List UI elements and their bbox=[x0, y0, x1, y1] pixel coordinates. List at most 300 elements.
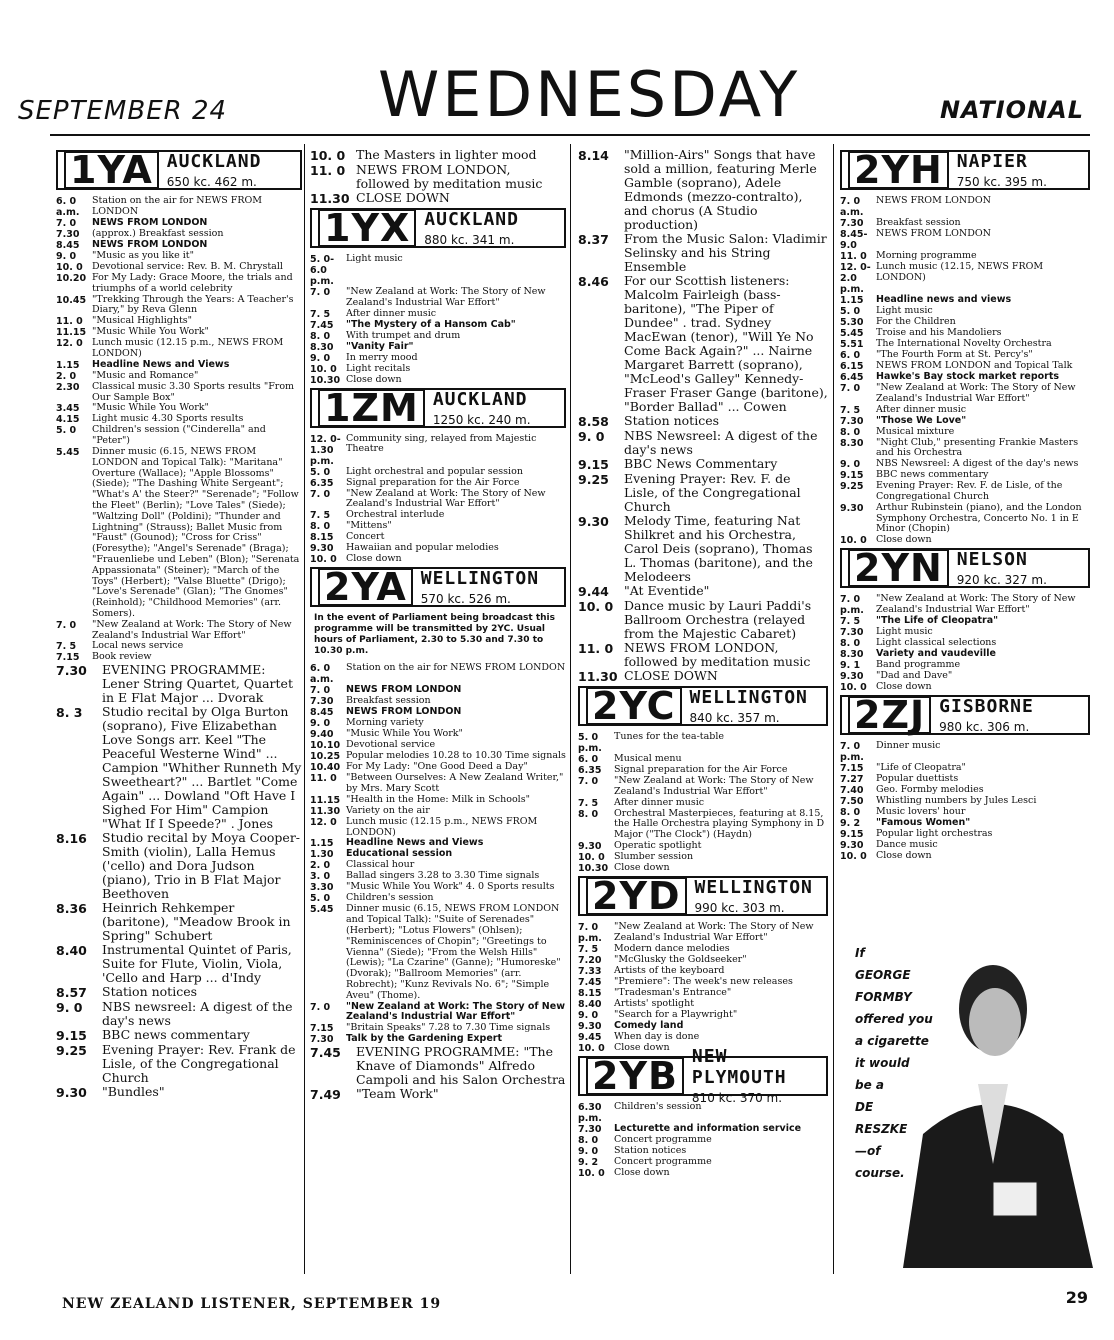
station-name: WELLINGTON bbox=[420, 568, 540, 590]
programme-description: BBC News Commentary bbox=[624, 456, 778, 471]
programme-description: Close down bbox=[876, 534, 932, 546]
cigarette-advertisement bbox=[843, 934, 1093, 1268]
programme-time: 10.45 bbox=[56, 294, 87, 306]
programme-time: 9. 0 bbox=[310, 352, 331, 364]
programme-time: 8.58 bbox=[578, 414, 609, 429]
programme-description: "New Zealand at Work: The Story of New Zealand's Industrial War Effort" bbox=[92, 618, 292, 641]
programme-description: Variety and vaudeville bbox=[876, 648, 996, 660]
programme-time: 9.40 bbox=[310, 729, 334, 741]
station-name: NELSON bbox=[956, 549, 1028, 571]
programme-row bbox=[840, 594, 1090, 616]
programme-time: 11. 0 bbox=[578, 641, 614, 656]
programme-time: 8.37 bbox=[578, 232, 609, 247]
station-info bbox=[957, 151, 1047, 189]
programme-description: Modern dance melodies bbox=[614, 942, 730, 954]
programme-description: Devotional service: Rev. B. M. Chrystall bbox=[92, 261, 283, 272]
programme-time: 7.30 bbox=[840, 415, 864, 427]
programme-description: Variety on the air bbox=[346, 804, 430, 816]
programme-description: Morning variety bbox=[346, 717, 424, 729]
programme-description: Close down bbox=[346, 553, 402, 565]
programme-description: Evening Prayer: Rev. F. de Lisle, of the Congregational Church bbox=[624, 471, 801, 514]
programme-description: Headline News and Views bbox=[92, 358, 230, 370]
programme-description: "Bundles" bbox=[102, 1084, 165, 1100]
programme-time: 7.30 bbox=[578, 1123, 602, 1135]
programme-row bbox=[310, 817, 566, 839]
programme-time: 8. 0 bbox=[310, 330, 331, 342]
programme-description: For My Lady: Grace Moore, the trials and triumphs of a world celebrity bbox=[92, 272, 293, 294]
programme-time: 8. 3 bbox=[56, 705, 83, 721]
programme-time: 9.25 bbox=[56, 1043, 87, 1059]
programme-row bbox=[578, 274, 828, 414]
programme-time: 9. 0 bbox=[578, 429, 605, 444]
station-box bbox=[840, 150, 1090, 190]
programme-description: "Musical Highlights" bbox=[92, 315, 193, 327]
programme-time: 7.33 bbox=[578, 965, 602, 977]
programme-time: 7.45 bbox=[310, 319, 334, 331]
programme-description: Classical hour bbox=[346, 859, 415, 871]
programme-description: NEWS FROM LONDON, followed by meditation music bbox=[624, 640, 811, 669]
programme-description: CLOSE DOWN bbox=[624, 668, 718, 683]
programme-time: 7.30 bbox=[310, 696, 334, 708]
column-4 bbox=[840, 148, 1090, 862]
programme-description: NBS Newsreel: A digest of the day's news bbox=[624, 428, 818, 457]
programme-time: 7. 5 bbox=[310, 308, 331, 320]
programme-time: 5.51 bbox=[840, 339, 864, 350]
programme-description: Children's session bbox=[614, 1100, 702, 1112]
programme-time: 9.15 bbox=[840, 829, 864, 841]
programme-description: "Premiere": The week's new releases bbox=[614, 975, 793, 987]
programme-description: Popular duettists bbox=[876, 773, 959, 785]
programme-row bbox=[310, 375, 566, 386]
station-info bbox=[692, 1046, 820, 1105]
programme-row bbox=[56, 1028, 302, 1043]
programme-description: "Tradesman's Entrance" bbox=[614, 986, 732, 998]
programme-time: 7. 0 bbox=[578, 776, 599, 787]
programme-description: Light classical selections bbox=[876, 637, 997, 649]
programme-time: 10. 0 bbox=[310, 554, 337, 566]
programme-description: For the Children bbox=[876, 316, 956, 327]
station-frequency: 880 kc. 341 m. bbox=[424, 233, 515, 247]
station-info bbox=[421, 568, 539, 606]
programme-description: Band programme bbox=[876, 659, 961, 671]
programme-description: Popular light orchestras bbox=[876, 828, 993, 840]
page-number: 29 bbox=[1065, 1288, 1088, 1307]
programme-time: 8. 0 bbox=[578, 1134, 599, 1146]
programme-description: "Vanity Fair" bbox=[346, 340, 414, 352]
programme-row bbox=[840, 503, 1090, 535]
programme-description: In merry mood bbox=[346, 351, 418, 363]
programme-description: NBS newsreel: A digest of the day's news bbox=[102, 999, 293, 1029]
programme-time: 9. 0 bbox=[56, 251, 77, 262]
programme-time: 8.30 bbox=[310, 341, 334, 353]
programme-description: Light music bbox=[346, 253, 403, 264]
programme-time: 7.30 bbox=[840, 627, 864, 639]
programme-time: 7. 5 bbox=[56, 641, 77, 653]
programme-description: Popular melodies 10.28 to 10.30 Time signals bbox=[346, 750, 566, 762]
programme-time: 9. 0 bbox=[840, 459, 861, 471]
programme-description: Studio recital by Moya Cooper-Smith (violin), Lalla Hemus ('cello) and Dora Judson (piano), Trio in B Flat Major Beethoven bbox=[102, 830, 301, 902]
programme-time: 10.20 bbox=[56, 273, 87, 284]
programme-description: Troise and his Mandoliers bbox=[876, 327, 1002, 338]
station-info bbox=[695, 877, 813, 915]
programme-time: 8.45-9.0 bbox=[840, 229, 868, 251]
programme-row bbox=[56, 1085, 302, 1100]
programme-time: 7. 5 bbox=[840, 404, 861, 416]
programme-time: 7.30 bbox=[310, 1034, 334, 1046]
programme-row bbox=[840, 535, 1090, 546]
programme-time: 7. 0 bbox=[310, 287, 331, 298]
programme-time: 6.35 bbox=[310, 477, 334, 489]
programme-time: 1.15 bbox=[310, 838, 334, 850]
programme-description: Concert programme bbox=[614, 1133, 712, 1145]
programme-row bbox=[578, 669, 828, 684]
programme-row bbox=[310, 773, 566, 795]
programme-description: Light orchestral and popular session bbox=[346, 465, 523, 477]
programme-description: Musical mixture bbox=[876, 425, 955, 437]
programme-description: Close down bbox=[614, 1166, 670, 1178]
programme-description: Concert bbox=[346, 531, 385, 543]
station-box bbox=[310, 565, 566, 610]
programme-description: Concert programme bbox=[614, 1155, 712, 1167]
programme-row bbox=[840, 405, 1090, 416]
programme-description: Dance music bbox=[876, 839, 938, 851]
programme-time: 8.16 bbox=[56, 831, 87, 847]
programme-time: 8.45 bbox=[310, 707, 334, 719]
ad-text bbox=[855, 942, 933, 1184]
programme-description: After dinner music bbox=[346, 307, 437, 319]
programme-description: Book review bbox=[92, 651, 152, 663]
ad-line: course. bbox=[855, 1166, 905, 1180]
programme-time: 9.44 bbox=[578, 584, 609, 599]
station-callsign: 2YB bbox=[586, 1057, 684, 1095]
station-info bbox=[957, 549, 1047, 587]
programme-description: "Music While You Work" bbox=[346, 728, 463, 740]
programme-description: Breakfast session bbox=[346, 695, 431, 707]
station-box bbox=[578, 686, 828, 726]
station-callsign: 2ZJ bbox=[848, 696, 931, 734]
station-info bbox=[433, 389, 531, 427]
programme-description: "Health in the Home: Milk in Schools" bbox=[346, 793, 530, 805]
programme-time: 10. 0 bbox=[578, 1167, 605, 1179]
programme-time: 7.15 bbox=[310, 1023, 334, 1035]
programme-time: 5.45 bbox=[840, 328, 864, 339]
programme-description: "Search for a Playwright" bbox=[614, 1008, 738, 1020]
programme-description: Music lovers' hour bbox=[876, 806, 966, 818]
station-frequency: 980 kc. 306 m. bbox=[939, 720, 1030, 735]
programme-description: Morning programme bbox=[876, 250, 977, 261]
programme-row bbox=[56, 1043, 302, 1085]
programme-time: 10. 0 bbox=[840, 682, 867, 694]
programme-description: "Music While You Work" 4. 0 Sports results bbox=[346, 881, 555, 893]
programme-time: 9.30 bbox=[56, 1085, 87, 1101]
programme-time: 9.30 bbox=[578, 1020, 602, 1032]
programme-time: 5. 0-6.0 p.m. bbox=[310, 254, 335, 287]
programme-time: 7.15 bbox=[840, 763, 864, 775]
programme-time: 9.15 bbox=[578, 457, 609, 472]
programme-time: 8. 0 bbox=[578, 808, 599, 820]
programme-row bbox=[310, 1087, 566, 1102]
programme-description: Headline news and views bbox=[876, 294, 1012, 305]
programme-time: 8.57 bbox=[56, 985, 87, 1001]
programme-time: 5. 0 bbox=[310, 893, 331, 905]
network-heading: NATIONAL bbox=[939, 96, 1084, 124]
programme-description: NEWS FROM LONDON and Topical Talk bbox=[876, 360, 1073, 371]
station-callsign: 2YH bbox=[848, 151, 949, 189]
programme-row bbox=[56, 663, 302, 705]
programme-time: 11.30 bbox=[310, 805, 341, 817]
programme-description: Heinrich Rehkemper (baritone), "Meadow Brook in Spring" Schubert bbox=[102, 900, 291, 944]
programme-row bbox=[56, 943, 302, 985]
programme-time: 7.30 bbox=[56, 663, 87, 679]
ad-line: offered you bbox=[855, 1012, 933, 1026]
station-frequency: 750 kc. 395 m. bbox=[956, 175, 1047, 189]
programme-time: 7.50 bbox=[840, 796, 864, 808]
programme-time: 5.45 bbox=[56, 446, 80, 458]
programme-time: 5. 0 bbox=[310, 466, 331, 478]
ad-line: DE bbox=[855, 1100, 874, 1114]
programme-time: 7.45 bbox=[578, 976, 602, 988]
programme-time: 9.30 bbox=[578, 514, 609, 529]
programme-time: 11.15 bbox=[310, 794, 341, 806]
programme-time: 9.30 bbox=[840, 502, 864, 514]
station-frequency: 570 kc. 526 m. bbox=[420, 592, 511, 607]
programme-time: 7. 5 bbox=[840, 616, 861, 628]
programme-time: 10.10 bbox=[310, 740, 341, 752]
programme-description: For My Lady: "One Good Deed a Day" bbox=[346, 761, 528, 773]
column-2 bbox=[310, 148, 566, 1102]
programme-row bbox=[310, 434, 566, 467]
programme-description: "New Zealand at Work: The Story of New Zealand's Industrial War Effort" bbox=[614, 920, 814, 943]
programme-time: 7. 0 bbox=[310, 1001, 331, 1013]
programme-time: 10. 0 bbox=[840, 851, 867, 863]
column-rule-3 bbox=[833, 144, 834, 1274]
programme-description: Comedy land bbox=[614, 1019, 684, 1031]
programme-description: Lunch music (12.15, NEWS FROM LONDON) bbox=[876, 261, 1044, 283]
programme-description: Station on the air for NEWS FROM LONDON bbox=[92, 195, 262, 217]
programme-row bbox=[578, 148, 828, 232]
programme-row bbox=[578, 232, 828, 274]
programme-row bbox=[310, 331, 566, 342]
programme-row bbox=[840, 383, 1090, 405]
programme-description: CLOSE DOWN bbox=[356, 190, 450, 205]
programme-time: 11.30 bbox=[310, 191, 350, 206]
programme-row bbox=[840, 682, 1090, 693]
programme-description: Ballad singers 3.28 to 3.30 Time signals bbox=[346, 870, 540, 882]
programme-row bbox=[310, 309, 566, 320]
programme-description: NEWS FROM LONDON bbox=[92, 239, 208, 250]
programme-time: 8.14 bbox=[578, 148, 609, 163]
programme-time: 10. 0 bbox=[840, 535, 867, 547]
programme-row bbox=[56, 425, 302, 447]
station-callsign: 2YC bbox=[586, 687, 682, 725]
programme-description: Orchestral Masterpieces, featuring at 8.15, the Halle Orchestra playing Symphony in D Major ("The Clock") (Haydn) bbox=[614, 807, 825, 841]
programme-description: Dinner music (6.15, NEWS FROM LONDON and Topical Talk): "Maritana" Overture (Wallace); "Apple Blossoms" (Siede); "The Dashing White Sergeant"; "What's A' the Steer?" "Serenade"; "Follow the Fleet" (Berlin); "Love Tales" (Siede); "Waltzing Doll" (Poldini); "Thunder and Lightning" (Strauss); Ballet Music from "Faust" (Gounod); "Cross for Criss" (Foresythe); "Angel's Serenade" (Braga); "Frauenliebe und Leben" (Blon); "Serenata Appassionata" (Steiner); "March of the Toys" (Herbert); "Valse Bluette" (Drigo); "Love's Serenade" (Glan); "The Gnomes" (Reinhold); "Childhood Memories" (arr. Somers). bbox=[92, 445, 300, 619]
programme-time: 9. 0 bbox=[56, 1000, 83, 1016]
programme-time: 6.45 bbox=[840, 372, 864, 383]
programme-description: NEWS FROM LONDON bbox=[346, 684, 462, 696]
station-info bbox=[424, 209, 519, 247]
station-callsign: 1ZM bbox=[318, 389, 425, 427]
programme-time: 12. 0-1.30 p.m. bbox=[310, 433, 341, 467]
programme-description: Musical menu bbox=[614, 753, 682, 764]
programme-description: Dinner music (6.15, NEWS FROM LONDON and Topical Talk): "Suite of Serenades" (Herbert); "Lotus Flowers" (Ohlsen); "Reminiscences of Chopin"; "Greetings to Vienna" (Siede); "From the Welsh Hills" (Lewis); "La Czarine" (Ganne); "Humoreske" (Dvorak); "Ballroom Memories" (arr. Robrecht); "Kunz Revivals No. 6"; "Simple Aveu" (Thome). bbox=[346, 903, 561, 1001]
programme-time: 6. 0 bbox=[840, 350, 861, 361]
programme-description: "Music While You Work" bbox=[92, 326, 209, 338]
station-callsign: 2YD bbox=[586, 877, 687, 915]
programme-description: "New Zealand at Work: The Story of New Zealand's Industrial War Effort" bbox=[876, 593, 1076, 615]
programme-description: "Music as you like it" bbox=[92, 250, 194, 261]
programme-time: 7.15 bbox=[56, 652, 80, 664]
ad-line: FORMBY bbox=[855, 990, 912, 1004]
programme-time: 8.40 bbox=[56, 943, 87, 959]
column-rule-1 bbox=[304, 144, 305, 1274]
programme-description: BBC news commentary bbox=[876, 469, 989, 481]
programme-time: 9. 0 bbox=[310, 718, 331, 730]
programme-time: 9. 0 bbox=[578, 1145, 599, 1157]
programme-row bbox=[56, 447, 302, 620]
programme-row bbox=[310, 478, 566, 489]
programme-row bbox=[310, 554, 566, 565]
programme-description: NBS Newsreel: A digest of the day's news bbox=[876, 458, 1079, 470]
programme-description: Signal preparation for the Air Force bbox=[346, 476, 520, 488]
programme-description: Light music 4.30 Sports results bbox=[92, 413, 244, 425]
programme-row bbox=[310, 163, 566, 191]
programme-row bbox=[578, 457, 828, 472]
programme-time: 8.30 bbox=[840, 437, 864, 449]
programme-time: 8.45 bbox=[56, 240, 80, 251]
programme-description: Classical music 3.30 Sports results "From Our Sample Box" bbox=[92, 380, 295, 403]
programme-description: "New Zealand at Work: The Story of New Zealand's Industrial War Effort" bbox=[346, 1000, 565, 1023]
page-title: WEDNESDAY bbox=[378, 58, 801, 131]
programme-row bbox=[310, 904, 566, 1001]
programme-row bbox=[56, 1000, 302, 1028]
programme-row bbox=[310, 342, 566, 353]
programme-description: Station on the air for NEWS FROM LONDON bbox=[346, 662, 566, 674]
programme-description: Arthur Rubinstein (piano), and the London Symphony Orchestra, Concerto No. 1 in E Minor (Chopin) bbox=[876, 501, 1082, 535]
ad-line: RESZKE bbox=[855, 1122, 908, 1136]
top-rule bbox=[50, 134, 1090, 136]
programme-row bbox=[840, 481, 1090, 503]
programme-time: 6. 0 bbox=[578, 754, 599, 765]
station-callsign: 2YA bbox=[318, 568, 413, 606]
programme-description: "McGlusky the Goldseeker" bbox=[614, 953, 747, 965]
programme-description: Local news service bbox=[92, 640, 184, 652]
programme-time: 5. 0 p.m. bbox=[578, 732, 602, 754]
programme-time: 2. 0 bbox=[56, 370, 77, 382]
programme-time: 11. 0 bbox=[840, 251, 867, 262]
programme-row bbox=[840, 851, 1090, 862]
programme-row bbox=[578, 776, 828, 798]
programme-description: Dance music by Lauri Paddi's Ballroom Orchestra (relayed from the Majestic Cabaret) bbox=[624, 598, 812, 641]
programme-time: 10. 0 bbox=[578, 1042, 605, 1054]
programme-description: "Music and Romance" bbox=[92, 369, 199, 381]
programme-description: Community sing, relayed from Majestic Theatre bbox=[346, 432, 537, 455]
programme-description: Talk by the Gardening Expert bbox=[346, 1033, 503, 1045]
programme-time: 11. 0 bbox=[310, 163, 346, 178]
programme-time: 8. 0 bbox=[840, 807, 861, 819]
parliament-note: In the event of Parliament being broadcast this programme will be transmitted by 2YC. Usual hours of Parliament, 2.30 to 5.30 and 7.30 to 10.30 p.m. bbox=[314, 613, 555, 657]
programme-time: 7. 0 bbox=[56, 218, 77, 229]
station-name: WELLINGTON bbox=[694, 876, 813, 898]
programme-description: With trumpet and drum bbox=[346, 329, 461, 341]
programme-description: NEWS FROM LONDON bbox=[876, 195, 991, 206]
programme-description: NEWS FROM LONDON, followed by meditation music bbox=[356, 162, 543, 191]
programme-time: 7.49 bbox=[310, 1087, 341, 1103]
programme-description: (approx.) Breakfast session bbox=[92, 228, 224, 239]
programme-time: 7. 5 bbox=[310, 510, 331, 522]
programme-time: 10. 0 bbox=[578, 851, 605, 863]
programme-description: "Between Ourselves: A New Zealand Writer," by Mrs. Mary Scott bbox=[346, 772, 564, 794]
programme-description: "Music While You Work" bbox=[92, 402, 209, 414]
programme-time: 8.15 bbox=[578, 987, 602, 999]
programme-time: 9.30 bbox=[310, 543, 334, 555]
station-name: AUCKLAND bbox=[432, 388, 528, 410]
programme-description: Slumber session bbox=[614, 850, 694, 862]
footer-publication: NEW ZEALAND LISTENER, SEPTEMBER 19 bbox=[62, 1296, 442, 1312]
programme-description: Whistling numbers by Jules Lesci bbox=[876, 795, 1037, 807]
programme-row bbox=[310, 489, 566, 511]
programme-row bbox=[56, 901, 302, 943]
programme-time: 5. 0 bbox=[840, 306, 861, 317]
programme-row bbox=[310, 353, 566, 364]
programme-time: 6. 0 a.m. bbox=[56, 196, 80, 218]
programme-description: Station notices bbox=[624, 413, 720, 428]
programme-description: Artists of the keyboard bbox=[614, 964, 725, 976]
programme-time: 8. 0 bbox=[840, 426, 861, 438]
programme-time: 3.45 bbox=[56, 403, 80, 415]
programme-description: Close down bbox=[876, 850, 932, 862]
programme-row bbox=[56, 705, 302, 831]
programme-row bbox=[578, 1102, 828, 1124]
programme-row bbox=[578, 429, 828, 457]
programme-time: 8.15 bbox=[310, 532, 334, 544]
programme-row bbox=[578, 514, 828, 584]
programme-description: Lecturette and information service bbox=[614, 1122, 802, 1134]
programme-description: When day is done bbox=[614, 1030, 700, 1042]
programme-time: 7. 5 bbox=[578, 943, 599, 955]
programme-time: 3. 0 bbox=[310, 871, 331, 883]
station-callsign: 2YN bbox=[848, 549, 949, 587]
station-frequency: 1250 kc. 240 m. bbox=[432, 412, 531, 427]
station-box bbox=[578, 873, 828, 918]
programme-description: Light recitals bbox=[346, 362, 411, 374]
programme-time: 7.27 bbox=[840, 774, 864, 786]
programme-description: Close down bbox=[614, 861, 670, 873]
programme-time: 3.30 bbox=[310, 882, 334, 894]
station-frequency: 810 kc. 370 m. bbox=[691, 1091, 783, 1106]
programme-description: NEWS FROM LONDON bbox=[346, 706, 462, 718]
programme-description: "Night Club," presenting Frankie Masters and his Orchestra bbox=[876, 436, 1079, 459]
programme-description: EVENING PROGRAMME: Lener String Quartet, Quartet in E Flat Major ... Dvorak bbox=[102, 662, 293, 706]
programme-time: 7. 5 bbox=[578, 797, 599, 809]
programme-row bbox=[56, 196, 302, 218]
programme-description: "Life of Cleopatra" bbox=[876, 762, 966, 774]
programme-row bbox=[56, 273, 302, 295]
programme-row bbox=[56, 985, 302, 1000]
programme-description: "The Life of Cleopatra" bbox=[876, 615, 999, 627]
programme-row bbox=[840, 196, 1090, 218]
programme-time: 9.15 bbox=[840, 470, 864, 482]
programme-description: Hawaiian and popular melodies bbox=[346, 542, 499, 554]
programme-time: 8.36 bbox=[56, 901, 87, 917]
programme-time: 9.30 bbox=[578, 840, 602, 852]
programme-time: 5.45 bbox=[310, 904, 334, 916]
programme-row bbox=[578, 414, 828, 429]
programme-time: 6.30 p.m. bbox=[578, 1101, 602, 1124]
programme-row bbox=[578, 641, 828, 669]
programme-description: Children's session bbox=[346, 892, 434, 904]
station-frequency: 840 kc. 357 m. bbox=[689, 711, 780, 725]
